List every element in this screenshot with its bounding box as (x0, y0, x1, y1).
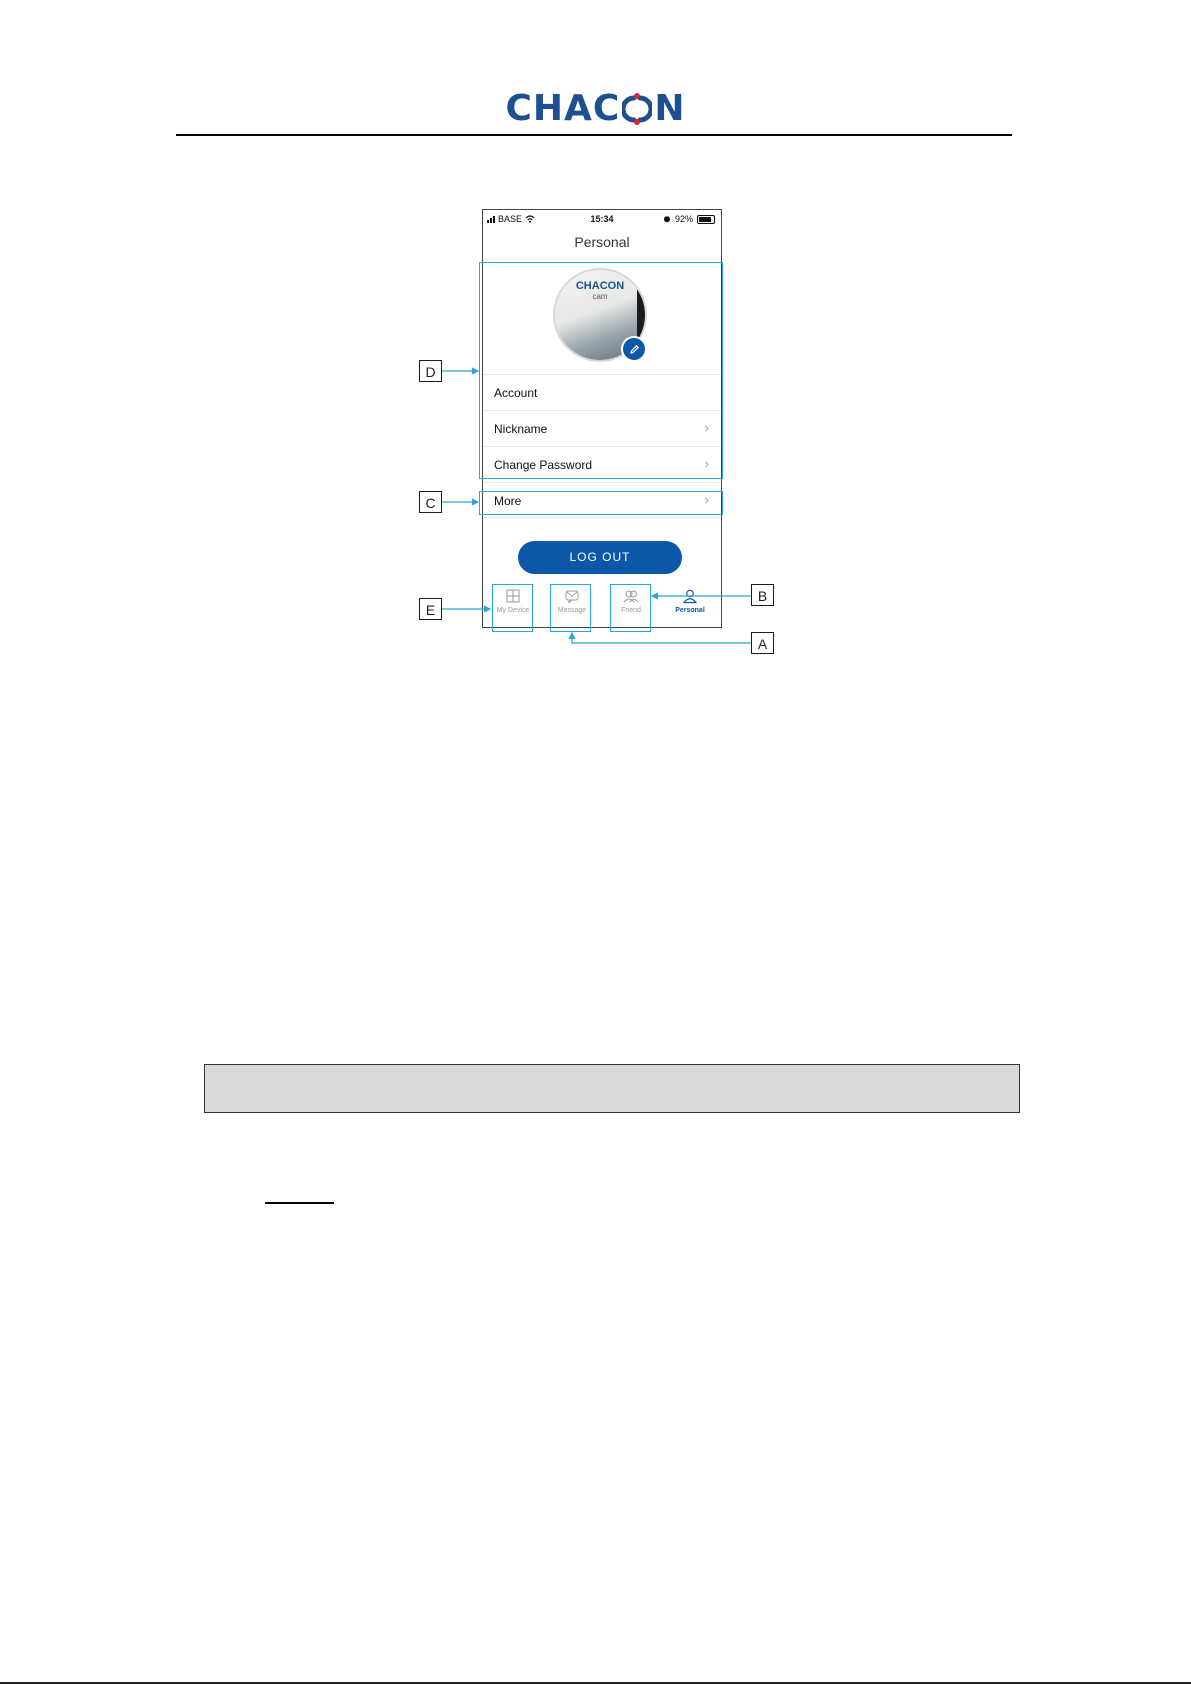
battery-icon (697, 215, 715, 224)
chevron-right-icon: › (704, 420, 709, 435)
tab-message-label: Message (557, 607, 587, 614)
callout-label-d: D (419, 360, 442, 382)
section-heading-underline (265, 1202, 334, 1204)
logo-text-left: CHAC (505, 88, 621, 129)
callout-box-e (492, 584, 533, 632)
screen-title: Personal (574, 234, 630, 250)
alarm-icon (663, 215, 671, 223)
callout-box-b (610, 584, 651, 632)
chevron-right-icon: › (704, 456, 709, 471)
account-label: Account (494, 386, 538, 400)
change-password-label: Change Password (494, 458, 593, 472)
tab-personal[interactable] (660, 582, 720, 627)
status-bar (483, 210, 721, 228)
callout-a-connector (572, 633, 751, 643)
callout-box-d (479, 262, 723, 479)
person-icon (682, 588, 698, 604)
carrier-label: BASE (498, 214, 523, 224)
battery-percent: 92% (674, 214, 693, 224)
callout-label-c: C (419, 491, 442, 513)
tab-my-device-label: My Device (496, 607, 530, 614)
grey-heading-bar (204, 1064, 1020, 1113)
logo-o-mark (622, 92, 652, 126)
tab-personal-label: Personal (675, 607, 705, 614)
callout-box-c (479, 491, 723, 515)
callout-label-e: E (419, 598, 442, 620)
avatar-brand-text: CHACON (575, 280, 625, 292)
callout-box-a (550, 584, 591, 632)
status-time: 15:34 (590, 214, 614, 224)
page-bottom-rule (0, 1682, 1191, 1684)
logo-text-right: N (654, 88, 686, 129)
callout-label-b: B (751, 584, 774, 606)
more-label: More (494, 494, 522, 508)
tab-friend-label: Friend (621, 607, 641, 614)
avatar-sub-text: cam (592, 292, 608, 301)
chevron-right-icon: › (704, 492, 709, 507)
nickname-label: Nickname (494, 422, 548, 436)
header-rule (176, 134, 1012, 136)
logout-button[interactable]: LOG OUT (518, 541, 682, 574)
chacon-logo (0, 88, 1191, 129)
callout-label-a: A (751, 632, 774, 654)
